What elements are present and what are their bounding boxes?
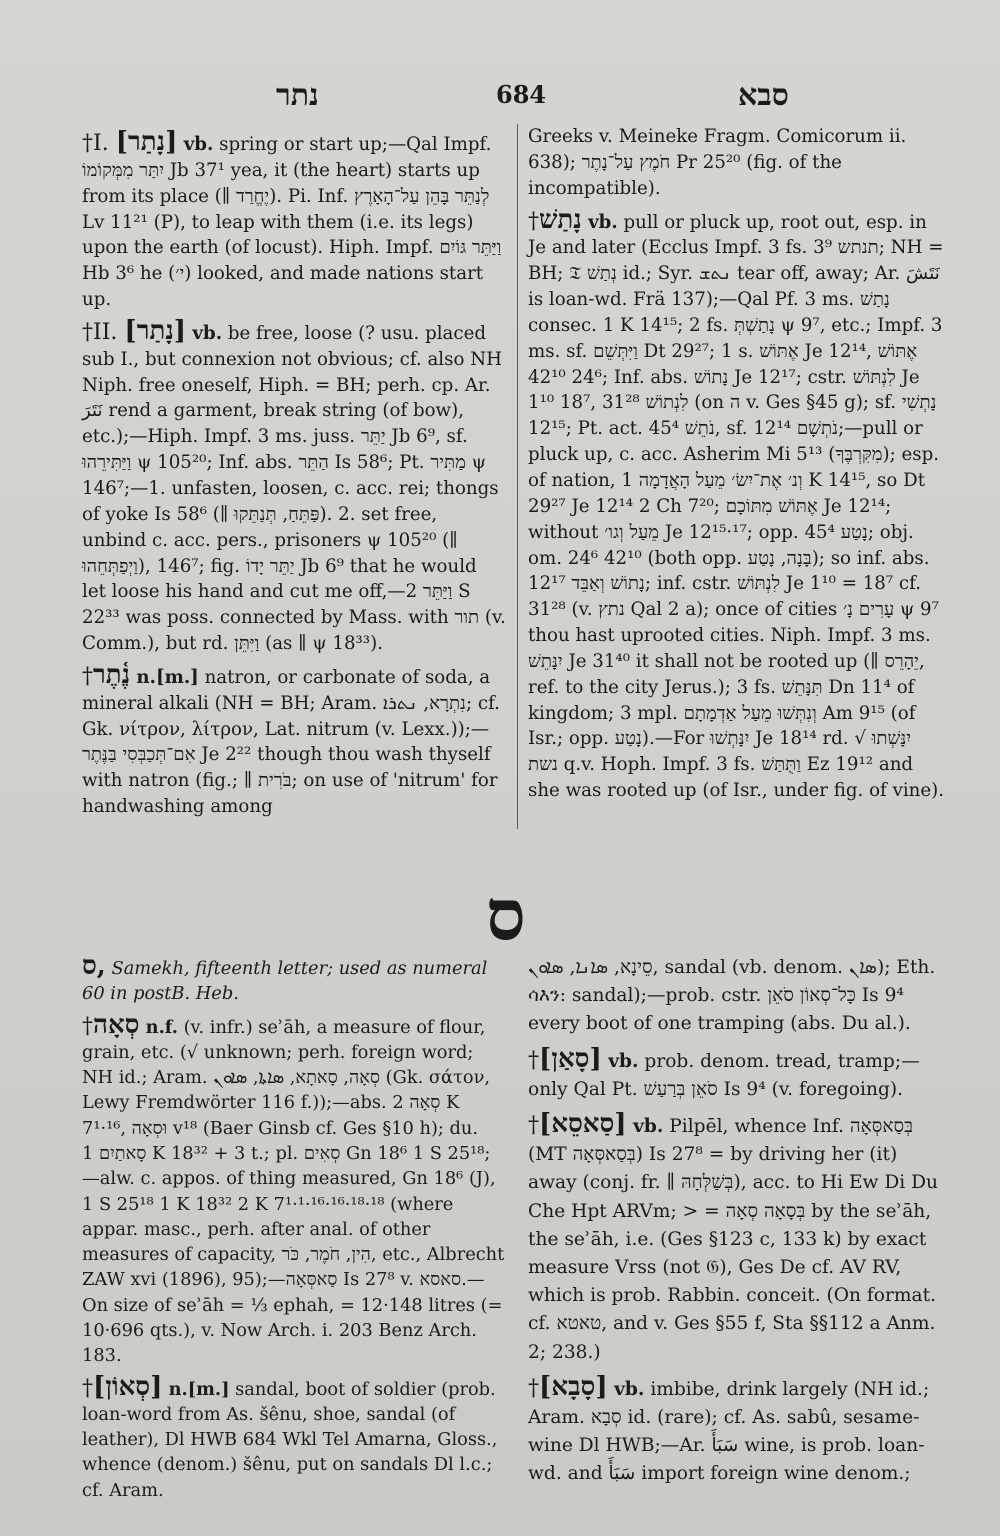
- entry-neter-continued: Greeks v. Meineke Fragm. Comicorum ii. 638); חֹמֶץ עַל־נָתֶר Pr 25²⁰ (fig. of the incompatible).: [528, 126, 907, 199]
- page-number: 684: [496, 80, 547, 109]
- entry-natar-2: †II. [נָתַר] vb. be free, loose (? usu. placed sub I., but connexion not obvious; cf. also NH Niph. free oneself, Hiph. = BH; perh. cp. Ar. نَتَرَ rend a garment, break string (of bow), etc.);—Hiph. Impf. 3 ms. juss. יַתֵּר Jb 6⁹, sf. וַיַּתִּירֵהוּ ψ 105²⁰; Inf. abs. הַתֵּר Is 58⁶; Pt. מַתִּיר ψ 146⁷;—1. unfasten, loosen, c. acc. rei; thongs of yoke Is 58⁶ (∥ פַּתֵּחַ, תְּנַתֵּקוּ). 2. set free, unbind c. acc. pers., prisoners ψ 105²⁰ (∥ וַיְפַתְּחֵהוּ), 146⁷; fig. יַתֵּר יָדוֹ Jb 6⁹ that he would let loose his hand and cut me off,—וַיַּתֵּר 2 S 22³³ was poss. connected by Mass. with תור (v. Comm.), but rd. וַיִּתֵּן (as ∥ ψ 18³³).: [82, 315, 506, 655]
- entry-seon: †[סְאוֹן] n.[m.] sandal, boot of soldier (prob. loan-word from As. šênu, shoe, sandal (of leather), Dl HWB 684 Wkl Tel Amarna, Gloss., whence (denom.) šênu, put on sandals Dl l.c.; cf. Aram.: [82, 1371, 498, 1501]
- section-letter-samekh: ס: [486, 873, 526, 956]
- column-bottom-left: [82, 951, 506, 1503]
- entry-natar-1: †I. [נָתַר] vb. spring or start up;—Qal Impf. יִתַּר מִמְּקוֹמוֹ Jb 37¹ yea, it (the heart) starts up from its place (∥ יֶחֱרַד). Pi. Inf. לְנַתֵּר בָּהֵן עַל־הָאָרֶץ Lv 11²¹ (P), to leap with them (i.e. its legs) upon the earth (of locust). Hiph. Impf. וַיַּתֵּר גּוֹיִם Hb 3⁶ he (י׳) looked, and made nations start up.: [82, 127, 502, 311]
- entry-sasse: †[סַאסֵא] vb. Pilpēl, whence Inf. בְּסַאסְּאָה (MT בְּסַאסְּאָה) Is 27⁸ = by driving her (it) away (conj. fr. ∥ בְּשַׁלְּחָהּ), acc. to Hi Ew Di Du Che Hpt ARVm; > = בְּסָאָה סְאָה by the seʾāh, the seʾāh, i.e. (Ges §123 c, 133 k) by exact measure Vrss (not 𝔊), Ges De cf. AV RV, which is prob. Rabbin. conceit. (On format. cf. טאטא, and v. Ges §55 f, Sta §§112 a Anm. 2; 238.): [528, 1109, 939, 1363]
- entry-seon-continued: סֵינָא, ܣܐܢܐ, ܣܐܘܢ, sandal (vb. denom. ܣܐܢ); Eth. ሳእን: sandal);—prob. cstr. כָּל־סְאוֹן סֹאֵן Is 9⁴ every boot of one tramping (abs. Du al.).: [528, 957, 936, 1035]
- column-divider: [517, 124, 518, 829]
- entry-seah: †סְאָה n.f. (v. infr.) seʾāh, a measure of flour, grain, etc. (√ unknown; perh. foreign word; NH id.; Aram. סְאָה, סָאתָא, ܣܐܬܐ, ܣܐܘܢ (Gk. σάτον, Lewy Fremdwörter 116 f.));—abs. סְאָה 2 K 7¹·¹⁶, וּסְאָה v¹⁸ (Baer Ginsb cf. Ges §10 h); du. סָאתַיִם 1 K 18³² + 3 t.; pl. סְאִים Gn 18⁶ 1 S 25¹⁸;—alw. c. appos. of thing measured, Gn 18⁶ (J), 1 S 25¹⁸ 1 K 18³² 2 K 7¹·¹·¹⁶·¹⁶·¹⁸·¹⁸ (where appar. masc., perh. after anal. of other measures of capacity, הִין, חֹמֶר, כֹּר, etc., Albrecht ZAW xvi (1896), 95);—סַאסְּאָה Is 27⁸ v. סאסא.—On size of seʾāh = ⅓ ephah, = 12·148 litres (= 10·696 qts.), v. Now Arch. i. 203 Benz Arch. 183.: [82, 1009, 505, 1367]
- entry-samekh: ס, Samekh, fifteenth letter; used as numeral 60 in postB. Heb.: [82, 951, 488, 1005]
- column-bottom-right: [528, 954, 946, 1489]
- column-top-right: [528, 124, 946, 804]
- entry-natash: †נָתַשׁ vb. pull or pluck up, root out, esp. in Je and later (Ecclus Impf. 3 fs. תנתש 3⁹; NH = BH; 𝔗 נְתַשׁ id.; Syr. ܢܬܫ tear off, away; Ar. نَتَشَ is loan-wd. Frä 137);—Qal Pf. 3 ms. נָתַשׁ consec. 1 K 14¹⁵; 2 fs. נָתַשְׁתְּ ψ 9⁷, etc.; Impf. 3 ms. sf. וַיִּתְּשֵׁם Dt 29²⁷; 1 s. אֶתּוֹשׁ Je 12¹⁴, אֶתּוֹשׁ 24⁶ 42¹⁰; Inf. abs. נָתוֹשׁ Je 12¹⁷; cstr. לִנְתּוֹשׁ Je 1¹⁰ 18⁷, לִנְתוֹשׁ 31²⁸ (on ה v. Ges §45 g); sf. נָתְשִׁי 12¹⁵; Pt. act. נֹתֵשׁ 45⁴, sf. נֹתְשָׁם 12¹⁴;—pull or pluck up, c. acc. Asherim Mi 5¹³ (מִקִּרְבֶּךָ); esp. of nation, וְנ׳ אֶת־יִשׂ׳ מֵעַל הָאֲדָמָה 1 K 14¹⁵, so Dt 29²⁷ Je 12¹⁴ 2 Ch 7²⁰; אֶתּוֹשׁ מִתּוֹכָם Je 12¹⁴; without מֵעַל וְגו׳ Je 12¹⁵·¹⁷; opp. נָטַע 45⁴; obj. om. 24⁶ 42¹⁰ (both opp. בָּנָה, נָטַע); so inf. abs. נָתוֹשׁ וְאַבֵּד 12¹⁷; inf. cstr. לִנְתּוֹשׁ Je 1¹⁰ = 18⁷ cf. 31²⁸ (v. נתץ Qal 2 a); once of cities עָרִים נָ׳ ψ 9⁷ thou hast uprooted cities. Niph. Impf. 3 ms. יִנָּתֵשׁ Je 31⁴⁰ it shall not be rooted up (∥ יֵהָרֵס, ref. to the city Jerus.); 3 fs. תִּנָּתֵשׁ Dn 11⁴ of kingdom; 3 mpl. וְנִתְּשׁוּ מֵעַל אַדְמָתָם Am 9¹⁵ (of Isr.; opp. נָטַע).—For יִנָּתְשׁוּ Je 18¹⁴ rd. יִנָּשְׁתוּ √ נשת q.v. Hoph. Impf. 3 fs. וַתֻּתַּשׁ Ez 19¹² and she was rooted up (of Isr., under fig. of vine).: [528, 204, 945, 802]
- column-top-left: [82, 124, 506, 820]
- entry-sava: †[סָבָא] vb. imbibe, drink largely (NH id.; Aram. סְבָא id. (rare); cf. As. sabû, sesame-wine Dl HWB;—Ar. سَبَأَ wine, is prob. loan-wd. and سَبَأَ import foreign wine denom.;: [528, 1371, 930, 1485]
- running-head-left: נתר: [276, 78, 319, 113]
- entry-neter: †נֶ֫תֶר n.[m.] natron, or carbonate of soda, a mineral alkali (NH = BH; Aram. נִתְרָא, ܢܬܪܐ; cf. Gk. νίτρον, λίτρον, Lat. nitrum (v. Lexx.));—אִם־תְּכַבְּסִי בַּנֶּתֶר Je 2²² though thou wash thyself with natron (fig.; ∥ בֹּרִית; on use of 'nitrum' for handwashing among: [82, 659, 500, 818]
- running-head-right: סבא: [738, 78, 789, 113]
- entry-saan: †[סָאַן] vb. prob. denom. tread, tramp;—only Qal Pt. סֹאֵן בְּרַעַשׁ Is 9⁴ (v. foregoing).: [528, 1043, 920, 1100]
